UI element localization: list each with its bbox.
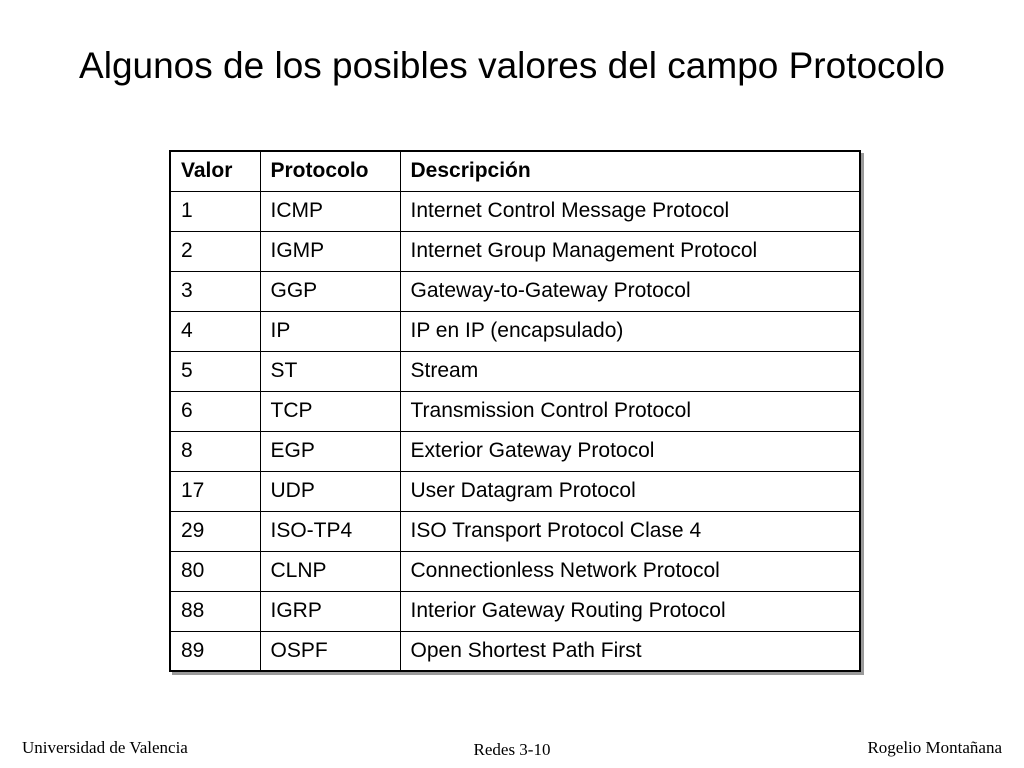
slide-title: Algunos de los posibles valores del campo Protocolo (79, 45, 945, 86)
table-row (170, 631, 860, 671)
table-row (170, 551, 860, 591)
table-row (170, 431, 860, 471)
cell-protocolo: GGP (260, 271, 400, 311)
cell-valor: 80 (170, 551, 260, 591)
cell-protocolo: ISO-TP4 (260, 511, 400, 551)
cell-protocolo: ST (260, 351, 400, 391)
cell-protocolo: ICMP (260, 191, 400, 231)
cell-protocolo: IP (260, 311, 400, 351)
cell-descripcion: Gateway-to-Gateway Protocol (400, 271, 860, 311)
cell-valor: 1 (170, 191, 260, 231)
cell-descripcion: User Datagram Protocol (400, 471, 860, 511)
table-row (170, 271, 860, 311)
table-row (170, 351, 860, 391)
cell-valor: 29 (170, 511, 260, 551)
cell-valor: 4 (170, 311, 260, 351)
protocol-table (169, 150, 861, 672)
cell-protocolo: CLNP (260, 551, 400, 591)
header-descripcion: Descripción (400, 151, 860, 191)
cell-protocolo: IGRP (260, 591, 400, 631)
footer-institution: Universidad de Valencia (22, 738, 188, 757)
table-row (170, 391, 860, 431)
table-header-row (170, 151, 860, 191)
cell-protocolo: OSPF (260, 631, 400, 671)
cell-descripcion: Stream (400, 351, 860, 391)
cell-descripcion: Exterior Gateway Protocol (400, 431, 860, 471)
footer-author: Rogelio Montañana (867, 738, 1002, 757)
cell-descripcion: IP en IP (encapsulado) (400, 311, 860, 351)
cell-descripcion: Internet Control Message Protocol (400, 191, 860, 231)
footer-page-label: Redes 3-10 (473, 740, 551, 759)
cell-protocolo: TCP (260, 391, 400, 431)
cell-descripcion: Open Shortest Path First (400, 631, 860, 671)
cell-valor: 2 (170, 231, 260, 271)
cell-valor: 8 (170, 431, 260, 471)
table-row (170, 511, 860, 551)
table-row (170, 191, 860, 231)
cell-valor: 3 (170, 271, 260, 311)
cell-protocolo: UDP (260, 471, 400, 511)
table-row (170, 231, 860, 271)
cell-descripcion: Transmission Control Protocol (400, 391, 860, 431)
cell-protocolo: IGMP (260, 231, 400, 271)
cell-valor: 89 (170, 631, 260, 671)
header-valor: Valor (170, 151, 260, 191)
cell-descripcion: ISO Transport Protocol Clase 4 (400, 511, 860, 551)
header-protocolo: Protocolo (260, 151, 400, 191)
cell-descripcion: Interior Gateway Routing Protocol (400, 591, 860, 631)
cell-descripcion: Connectionless Network Protocol (400, 551, 860, 591)
cell-descripcion: Internet Group Management Protocol (400, 231, 860, 271)
cell-valor: 5 (170, 351, 260, 391)
cell-valor: 17 (170, 471, 260, 511)
table-row (170, 311, 860, 351)
protocol-table-container (169, 150, 861, 672)
cell-valor: 6 (170, 391, 260, 431)
table-row (170, 591, 860, 631)
table-row (170, 471, 860, 511)
cell-protocolo: EGP (260, 431, 400, 471)
cell-valor: 88 (170, 591, 260, 631)
